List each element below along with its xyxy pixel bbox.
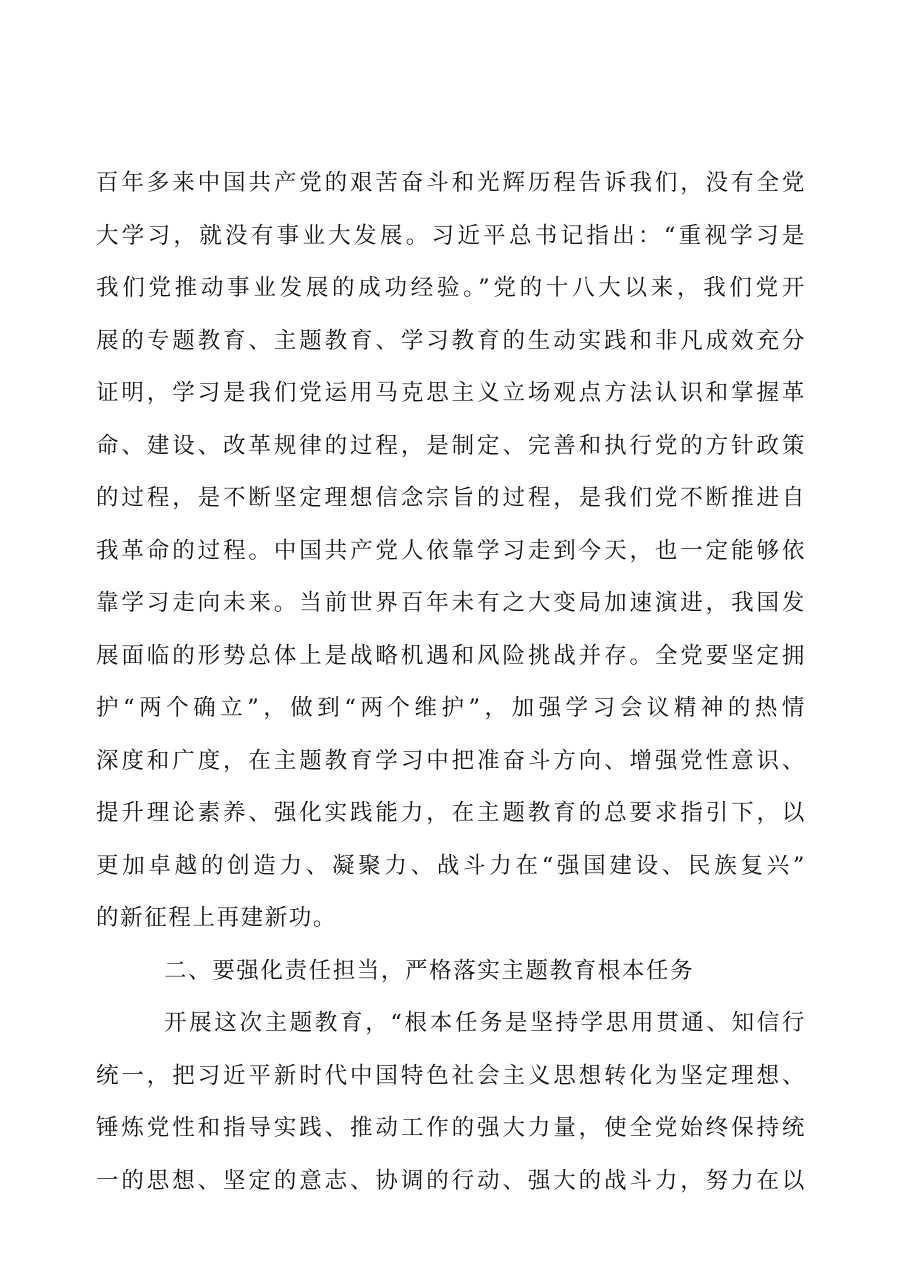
text-line: 百年多来中国共产党的艰苦奋斗和光辉历程告诉我们，没有全党 (96, 170, 806, 196)
text-line: 命、建设、改革规律的过程，是制定、完善和执行党的方针政策 (96, 432, 806, 459)
text-line: 的新征程上再建新功。 (96, 905, 338, 931)
text-line: 我们党推动事业发展的成功经验。”党的十八大以来，我们党开 (96, 275, 806, 301)
text-line: 深度和广度，在主题教育学习中把准奋斗方向、增强党性意识、 (96, 747, 806, 774)
document-body (96, 157, 806, 1207)
text-line: 一的思想、坚定的意志、协调的行动、强大的战斗力，努力在以 (96, 1167, 806, 1194)
text-line: 大学习，就没有事业大发展。习近平总书记指出：“重视学习是 (96, 222, 806, 249)
text-line: 提升理论素养、强化实践能力，在主题教育的总要求指引下，以 (96, 800, 806, 826)
text-line: 我革命的过程。中国共产党人依靠学习走到今天，也一定能够依 (96, 537, 806, 564)
text-line: 护“两个确立”，做到“两个维护”，加强学习会议精神的热情 (96, 695, 806, 721)
text-line: 锤炼党性和指导实践、推动工作的强大力量，使全党始终保持统 (96, 1115, 806, 1141)
text-line: 开展这次主题教育，“根本任务是坚持学思用贯通、知信行 (164, 1010, 806, 1036)
paragraph-1 (96, 157, 806, 945)
text-line: 的过程，是不断坚定理想信念宗旨的过程，是我们党不断推进自 (96, 485, 806, 511)
section-heading: 二、要强化责任担当，严格落实主题教育根本任务 (164, 957, 695, 984)
paragraph-2 (96, 997, 806, 1207)
text-line: 更加卓越的创造力、凝聚力、战斗力在“强国建设、民族复兴” (96, 852, 806, 879)
text-line: 展面临的形势总体上是战略机遇和风险挑战并存。全党要坚定拥 (96, 642, 806, 669)
text-line: 展的专题教育、主题教育、学习教育的生动实践和非凡成效充分 (96, 327, 806, 354)
text-line: 统一，把习近平新时代中国特色社会主义思想转化为坚定理想、 (96, 1062, 806, 1089)
text-line: 靠学习走向未来。当前世界百年未有之大变局加速演进，我国发 (96, 590, 806, 616)
text-line: 证明，学习是我们党运用马克思主义立场观点方法认识和掌握革 (96, 380, 806, 406)
